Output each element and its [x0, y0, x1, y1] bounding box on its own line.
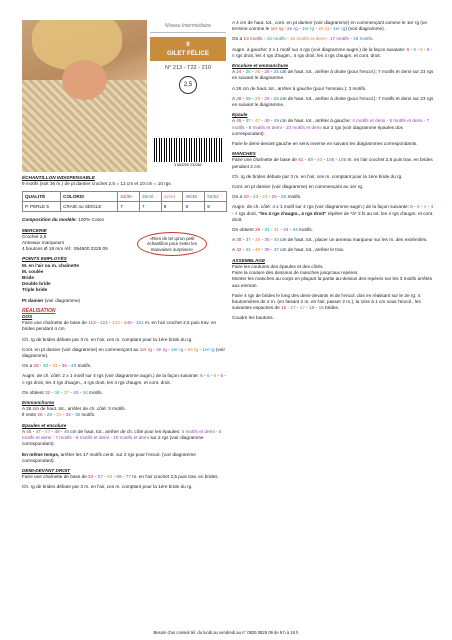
right-p3: Augm. à gauche: 2 x 1 motif sur 4 rgs (voir diagramme augm.) de la façon suivante: 6 - 6 - 6 - 6 - 6 rgs droit, les 4 rgs d'augm., 4 rgs droit, les 4 rgs d'augm. et cont. droit.: [232, 46, 433, 58]
pattern-number: 9: [186, 41, 190, 48]
assemblage-line: Faire la couture des dessous de manches jusqu'aux repères.: [232, 270, 359, 276]
epaule-heading: Epaule: [232, 112, 248, 118]
right-p4: A 24 - 26 - 26 - 26 - 26 cm de haut. tot., arrêter à droite (pour l'encol.): 7 motifs et demi sur 23 rgs en suivant le diagramme.: [232, 69, 434, 81]
realisation-heading: RÉALISATION: [22, 307, 56, 314]
mercerie-line: Anneaux marqueurs: [22, 240, 65, 246]
demi-devant-heading: DEMI-DEVANT DROIT: [22, 467, 71, 473]
dos-p2: Ch. rg de brides débute par 3 m. en l'air, ces m. comptant pour la 1ère bride du rg.: [22, 336, 193, 342]
right-p9: Faire une chaînette de base de 81 - 89 - 93 - 105 - 105 m. en l'air crochet 2,5 puis trav. en brides pendant 2 cm.: [232, 157, 433, 169]
size-table: [22, 191, 227, 212]
table-cell: 34/36: [118, 192, 140, 202]
right-p16: A 42 - 41 - 40 - 39 - 37 cm de haut. tot., arrêter le trav.: [232, 247, 345, 253]
emmanchures-p1: A 26 cm de haut. tot., arrêter de ch. côté: 3 motifs.: [22, 406, 126, 412]
table-cell: 46/48: [183, 192, 205, 202]
dos-heading: DOS: [22, 314, 33, 320]
table-cell: P. PERLE 5: [23, 202, 61, 212]
epaules-p1: A 45 - 47 - 47 - 49 - 49 cm de haut. tot., arrêter de ch. côté pour les épaules: 4 motifs et demi - 5 motifs et demi - 7 motifs - 8 motifs et demi - 10 motifs et demi sur 2 rgs (voir diagramme correspondant).: [22, 428, 222, 447]
stitch-name: Triple bride: [22, 287, 48, 293]
right-p13: Augm. de ch. côté: 4 x 1 motif sur 4 rgs (voir diagramme augm.) de la façon suivante: 6 - 6 - 4 - 4 - 4 rgs droit, "les 4 rgs d'augm., 4 rgs droit" répéter de *à* 3 fs au tot. les 4 rgs d'augm. et cont. droit.: [232, 204, 434, 222]
stitch-name: M. coulée: [22, 268, 44, 274]
epaules-heading: Epaules et encolure: [22, 422, 67, 428]
right-p17: Faire 4 rgs de brides le long des demi-devants et de l'encol. dos en réalisant sur le 2e rg: 4 boutonnières de 2 m. (en faisant 2 m. en l'air, passer 2 m.), la 1ère à 1 cm sous l'encol., les suivantes espacées de 15 - 17 - 17 - 19 - 19 brides.: [232, 292, 421, 311]
composition: Composition du modèle: 100% Coton: [22, 217, 105, 223]
dos-p4: On a 28 - 30 - 33 - 36 - 40 motifs.: [22, 363, 92, 369]
assemblage-line: Monter les manches au corps en plaçant la partie au-dessus des repères sur les 3 motifs arrêtés aux emman.: [232, 276, 433, 288]
right-p18: Coudre les boutons.: [232, 315, 274, 321]
mercerie-heading: MERCERIE: [22, 227, 47, 233]
dos-p3: Cont. en pt damier (voir diagramme) en commençant au 1er rg - 2e rg - 1er rg - 2e rg - 1er rg (voir diagramme).: [22, 346, 226, 359]
barcode-icon: [154, 138, 222, 162]
right-p14: On obtient 28 - 31 - 31 - 34 - 34 motifs.: [232, 227, 313, 233]
left-column: [22, 175, 227, 495]
right-p7: A 45 - 47 - 47 - 49 - 49 cm de haut. tot., arrêter à gauche: 4 motifs et demi - 5 motifs et demi - 7 motifs - 8 motifs et demi - 10 motifs et demi sur 2 rgs (voir diagramme épaules dos correspondant).: [232, 118, 430, 136]
right-p12: On a 20 - 23 - 23 - 26 - 26 motifs.: [232, 194, 302, 200]
right-p15: A 38 - 37 - 36 - 35 - 34 cm de haut. tot., placer un anneau marqueur sur les m. des extrémités.: [232, 237, 428, 243]
mercerie-line: 4 boutons Ø 18 mm réf.: 054600 2225 09: [22, 246, 108, 252]
table-cell: 7: [139, 202, 161, 212]
sample-heading: ÉCHANTILLON INDISPENSABLE: [22, 175, 95, 180]
right-p2: On a 13 motifs - 14 motifs - 15 motifs et demi - 17 motifs - 19 motifs.: [232, 36, 374, 42]
footer-text: Besoin d'un conseil tél. du lundi au vendredi au n° 0825 0825 09 de 9 h à 18 h: [153, 630, 299, 635]
dos-p6: On obtient 32 - 34 - 37 - 40 - 44 motifs.: [22, 389, 103, 395]
right-p1: A 4 cm de haut. tot., cont. en pt damier (voir diagramme) en commençant comme le 1er rg (on termine comme le 1er rg - 2e rg - 1er rg - 2e rg - 1er rg) (voir diagramme).: [232, 20, 428, 32]
dos-p5: Augm. de ch. côté: 2 x 1 motif sur 4 rgs (voir diagramme augm.) de la façon suivante: 6 - 6 - 6 - 6 - 6 rgs droit, les 4 rgs d'augm., 4 rgs droit, les 4 rgs d'augm. et cont. droit.: [22, 373, 227, 385]
table-cell: 38/40: [139, 192, 161, 202]
epaules-p2: En même temps, arrêter les 17 motifs centr. sur 2 rgs pour l'encol. (voir diagramme correspondant).: [22, 451, 196, 463]
table-cell: 42/44: [161, 192, 183, 202]
table-cell: COLORIS: [61, 192, 118, 202]
size-table-header: [23, 192, 227, 202]
right-p6: A 28 - 28 - 26 - 26 - 26 cm de haut. tot., arrêter à droite (pour l'encol.): 7 motifs et demi sur 23 rgs en suivant le diagramme.: [232, 95, 434, 108]
dos-p1: Faire une chaînette de base de 113 - 121 - 133 - 145 - 161 m. en l'air crochet 2,5 puis trav. en brides pendant 4 cm.: [22, 320, 217, 332]
needle-size-icon: 2,5: [179, 76, 197, 94]
sample-text: 9 motifs (soit 36 m.) de pt damier crochet 2,5 = 12 cm et 10 cm = 10 rgs: [22, 181, 171, 187]
pattern-info-box: [150, 20, 226, 172]
size-table-row: [23, 202, 227, 212]
face-image: [62, 60, 107, 100]
points-heading: POINTS EMPLOYÉS: [22, 256, 67, 262]
emmanchures-heading: Emmanchures: [22, 400, 55, 406]
right-p10: Ch. rg de brides débute par 3 m. en l'air, ces m. comptant pour la 1ère bride du rg.: [232, 173, 403, 179]
assemblage-heading: ASSEMBLAGE: [232, 257, 266, 263]
assemblage-line: Faire les coutures des épaules et des côtés.: [232, 263, 324, 269]
table-cell: 8: [161, 202, 183, 212]
encolure-heading: Encolure et emmanchure: [232, 63, 289, 69]
right-p8: Faire le demi-devant gauche en sens inverse en suivant les diagrammes correspondants.: [232, 141, 418, 147]
model-photo: [22, 20, 147, 172]
tip-bubble: «Rien de tel qu'un petit échantillon pour éviter les mauvaises surprises»: [137, 232, 207, 256]
table-cell: CRAIE ou SEIGLE: [61, 202, 118, 212]
right-column: [232, 20, 436, 322]
emmanchures-p2: Il reste 26 - 28 - 31 - 34 - 38 motifs.: [22, 412, 96, 418]
title-banner: [150, 37, 226, 61]
stitch-name: Bride: [22, 275, 34, 281]
demi-devant-p1: Faire une chaînette de base de 53 - 57 - 63 - 69 - 77 m. en l'air crochet 2,5 puis trav. en brides.: [22, 474, 219, 480]
stitch-damier: Pt damier (voir diagramme): [22, 297, 81, 303]
pattern-ref: N° 213 - T22 - 210: [165, 65, 211, 71]
stitch-name: M. en l'air ou m. chaînette: [22, 262, 80, 268]
table-cell: 9: [205, 202, 227, 212]
stitch-name: Double bride: [22, 281, 51, 287]
table-cell: 7: [118, 202, 140, 212]
table-cell: QUALITÉ: [23, 192, 61, 202]
demi-devant-p2: Ch. rg de brides débute par 3 m. en l'air, ces m. comptant pour la 1ère bride du rg.: [22, 484, 193, 490]
right-p5: A 26 cm de haut. tot., arrêter à gauche (pour l'emman.): 3 motifs.: [232, 85, 367, 91]
barcode-number: 3 663250 232362: [174, 163, 202, 167]
mercerie-line: Crochet 2,5: [22, 233, 47, 239]
pattern-title: GILET FÉLICE: [167, 50, 209, 57]
right-p11: Cont. en pt damier (voir diagramme) en commençant au 1er rg.: [232, 184, 364, 190]
manches-heading: MANCHES: [232, 151, 256, 157]
level-label: Niveau Intermédiaire: [150, 20, 226, 33]
table-cell: 50/52: [205, 192, 227, 202]
table-cell: 8: [183, 202, 205, 212]
